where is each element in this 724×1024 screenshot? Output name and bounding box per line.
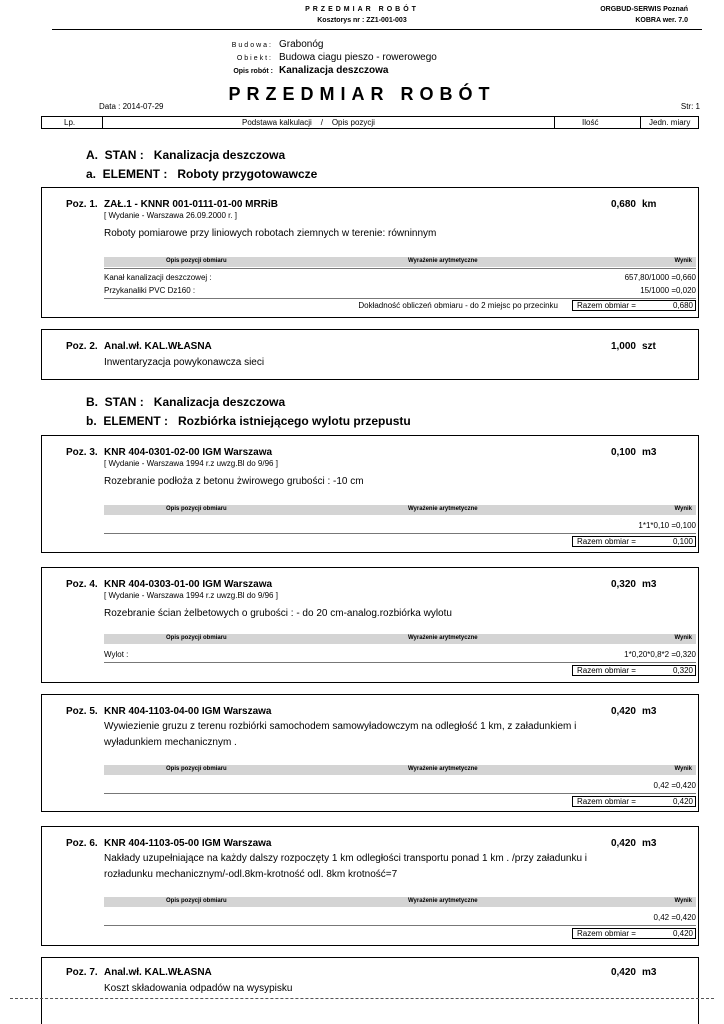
position-description: Rozebranie ścian żelbetowych o grubości : - do 20 cm-analog.rozbiórka wylotu <box>104 608 452 619</box>
position-number: Poz. 6. <box>66 838 98 849</box>
measure-row <box>104 650 696 661</box>
budowa-label: Budowa: <box>231 42 273 49</box>
page-break-line <box>10 998 714 999</box>
obiekt-value: Budowa ciagu pieszo - rowerowego <box>279 52 437 63</box>
measure-header-wyrazenie: Wyrażenie arytmetyczne <box>408 635 478 641</box>
measure-header-wynik: Wynik <box>674 506 692 512</box>
measure-header-wynik: Wynik <box>674 898 692 904</box>
position-description: Roboty pomiarowe przy liniowych robotach ziemnych w terenie: równinnym <box>104 228 437 239</box>
column-separator <box>554 117 555 128</box>
measure-header-wynik: Wynik <box>674 635 692 641</box>
razem-value: 0,320 <box>672 666 693 675</box>
razem-obmiar-box <box>572 536 696 547</box>
position-edition: [ Wydanie - Warszawa 26.09.2000 r. ] <box>104 211 238 220</box>
razem-label: Razem obmiar = <box>577 301 636 310</box>
measure-header <box>104 897 696 907</box>
column-separator <box>102 117 103 128</box>
position-quantity: 0,420 <box>610 967 636 978</box>
position-4-box <box>41 567 699 683</box>
razem-obmiar-box <box>572 796 696 807</box>
column-podstawa: Podstawa kalkulacji / Opis pozycji <box>242 118 375 127</box>
measure-divider <box>104 533 696 534</box>
position-code: KNR 404-1103-05-00 IGM Warszawa <box>104 838 272 849</box>
razem-label: Razem obmiar = <box>577 797 636 806</box>
position-quantity: 0,680 <box>610 199 636 210</box>
position-code: ZAŁ.1 - KNNR 001-0111-01-00 MRRiB <box>104 199 278 210</box>
measure-row <box>104 286 696 297</box>
position-2-box <box>41 329 699 380</box>
header-company: ORGBUD-SERWIS Poznań <box>600 6 688 13</box>
measure-opis: Wylot : <box>104 650 129 659</box>
position-6-box <box>41 826 699 946</box>
measure-header-wyrazenie: Wyrażenie arytmetyczne <box>408 898 478 904</box>
position-number: Poz. 7. <box>66 967 98 978</box>
position-5-box <box>41 694 699 812</box>
measure-result: 0,420 <box>675 913 696 922</box>
razem-label: Razem obmiar = <box>577 537 636 546</box>
position-unit: szt <box>642 341 656 352</box>
measure-header-wynik: Wynik <box>674 766 692 772</box>
position-description: Inwentaryzacja powykonawcza sieci <box>104 357 265 368</box>
measure-header-opis: Opis pozycji obmiaru <box>166 898 227 904</box>
measure-divider <box>104 298 696 299</box>
column-jedn: Jedn. miary <box>649 118 691 127</box>
section-b-element: b. ELEMENT : Rozbiórka istniejącego wylotu przepustu <box>86 414 411 428</box>
position-3-box <box>41 435 699 553</box>
position-number: Poz. 3. <box>66 447 98 458</box>
position-quantity: 0,100 <box>610 447 636 458</box>
position-number: Poz. 5. <box>66 706 98 717</box>
razem-value: 0,100 <box>672 537 693 546</box>
razem-value: 0,420 <box>672 797 693 806</box>
razem-label: Razem obmiar = <box>577 929 636 938</box>
position-code: KNR 404-0301-02-00 IGM Warszawa <box>104 447 273 458</box>
position-number: Poz. 4. <box>66 579 98 590</box>
measure-opis: Kanał kanalizacji deszczowej : <box>104 273 212 282</box>
position-unit: m3 <box>642 447 657 458</box>
measure-header-opis: Opis pozycji obmiaru <box>166 258 227 264</box>
position-code: Anal.wł. KAL.WŁASNA <box>104 967 212 978</box>
document-title: PRZEDMIAR ROBÓT <box>228 84 496 104</box>
position-description: Rozebranie podłoża z betonu żwirowego grubości : -10 cm <box>104 476 364 487</box>
measure-opis: Przykanaliki PVC Dz160 : <box>104 286 196 295</box>
position-unit: m3 <box>642 706 657 717</box>
measure-header <box>104 505 696 515</box>
budowa-value: Grabonóg <box>279 39 324 50</box>
measure-expression: 1*1*0,10 = <box>638 521 676 530</box>
razem-obmiar-box <box>572 928 696 939</box>
measure-result: 0,660 <box>675 273 696 282</box>
section-b-stan: B. STAN : Kanalizacja deszczowa <box>86 395 286 409</box>
position-unit: m3 <box>642 967 657 978</box>
measure-expression: 0,42 = <box>653 913 676 922</box>
column-lp: Lp. <box>64 118 76 127</box>
header-kosztorys: Kosztorys nr : ZZ1-001-003 <box>317 17 407 24</box>
measure-divider <box>104 662 696 663</box>
header-title: PRZEDMIAR ROBÓT <box>305 6 419 13</box>
column-header <box>41 116 699 129</box>
measure-result: 0,100 <box>675 521 696 530</box>
measure-header-wyrazenie: Wyrażenie arytmetyczne <box>408 506 478 512</box>
column-ilosc: Ilość <box>582 118 599 127</box>
measure-header-opis: Opis pozycji obmiaru <box>166 506 227 512</box>
position-description: Koszt składowania odpadów na wysypisku <box>104 983 293 994</box>
position-code: KNR 404-0303-01-00 IGM Warszawa <box>104 579 273 590</box>
razem-obmiar-box <box>572 665 696 676</box>
document-date: Data : 2014-07-29 <box>99 102 164 111</box>
obiekt-label: Obiekt: <box>236 55 273 62</box>
position-edition: [ Wydanie - Warszawa 1994 r.z uwzg.Bl do 9/96 ] <box>104 591 278 600</box>
section-a-stan: A. STAN : Kanalizacja deszczowa <box>86 148 286 162</box>
header-software: KOBRA wer. 7.0 <box>635 17 688 24</box>
measure-header-opis: Opis pozycji obmiaru <box>166 635 227 641</box>
measure-result: 0,020 <box>675 286 696 295</box>
page-number: Str: 1 <box>680 102 700 111</box>
position-code: KNR 404-1103-04-00 IGM Warszawa <box>104 706 272 717</box>
measure-row <box>104 521 696 532</box>
opis-robot-label: Opis robót : <box>233 68 273 75</box>
measure-expression: 657,80/1000 = <box>624 273 676 282</box>
position-quantity: 0,420 <box>610 706 636 717</box>
position-description: wyładunkiem mechanicznym . <box>104 737 237 748</box>
position-number: Poz. 2. <box>66 341 98 352</box>
position-description: Nakłady uzupełniające na każdy dalszy rozpoczęty 1 km odległości transportu ponad 1 km . /przy załadunku i <box>104 853 588 864</box>
section-a-element: a. ELEMENT : Roboty przygotowawcze <box>86 167 318 181</box>
razem-value: 0,680 <box>672 301 693 310</box>
position-description: rozładunku mechanicznym/-odl.8km-krotność odl. 8km krotność=7 <box>104 869 398 880</box>
position-7-box <box>41 957 699 1024</box>
measure-expression: 0,42 = <box>653 781 676 790</box>
measure-header-wyrazenie: Wyrażenie arytmetyczne <box>408 766 478 772</box>
measure-header-wynik: Wynik <box>674 258 692 264</box>
position-quantity: 0,320 <box>610 579 636 590</box>
measure-header-opis: Opis pozycji obmiaru <box>166 766 227 772</box>
measure-row <box>104 781 696 792</box>
measure-header <box>104 765 696 775</box>
position-unit: m3 <box>642 838 657 849</box>
position-description: Wywiezienie gruzu z terenu rozbiórki samochodem samowyładowczym na odległość 1 km, z załadunkiem i <box>104 721 577 732</box>
measure-header-wyrazenie: Wyrażenie arytmetyczne <box>408 258 478 264</box>
position-code: Anal.wł. KAL.WŁASNA <box>104 341 212 352</box>
position-quantity: 0,420 <box>610 838 636 849</box>
position-1-box <box>41 187 699 318</box>
razem-label: Razem obmiar = <box>577 666 636 675</box>
razem-value: 0,420 <box>672 929 693 938</box>
position-unit: km <box>642 199 657 210</box>
measure-header <box>104 634 696 644</box>
measure-divider <box>104 925 696 926</box>
header-divider <box>52 29 702 30</box>
accuracy-note: Dokładność obliczeń obmiaru - do 2 miejsc po przecinku <box>358 301 558 310</box>
column-separator <box>640 117 641 128</box>
position-unit: m3 <box>642 579 657 590</box>
measure-divider <box>104 268 696 269</box>
position-edition: [ Wydanie - Warszawa 1994 r.z uwzg.Bl do 9/96 ] <box>104 459 278 468</box>
position-quantity: 1,000 <box>610 341 636 352</box>
measure-result: 0,320 <box>675 650 696 659</box>
razem-obmiar-box <box>572 300 696 311</box>
position-number: Poz. 1. <box>66 199 98 210</box>
measure-expression: 15/1000 = <box>640 286 676 295</box>
measure-row <box>104 913 696 924</box>
measure-header <box>104 257 696 267</box>
opis-robot-value: Kanalizacja deszczowa <box>279 65 389 76</box>
measure-result: 0,420 <box>675 781 696 790</box>
measure-expression: 1*0,20*0,8*2 = <box>624 650 676 659</box>
measure-row <box>104 273 696 284</box>
measure-divider <box>104 793 696 794</box>
